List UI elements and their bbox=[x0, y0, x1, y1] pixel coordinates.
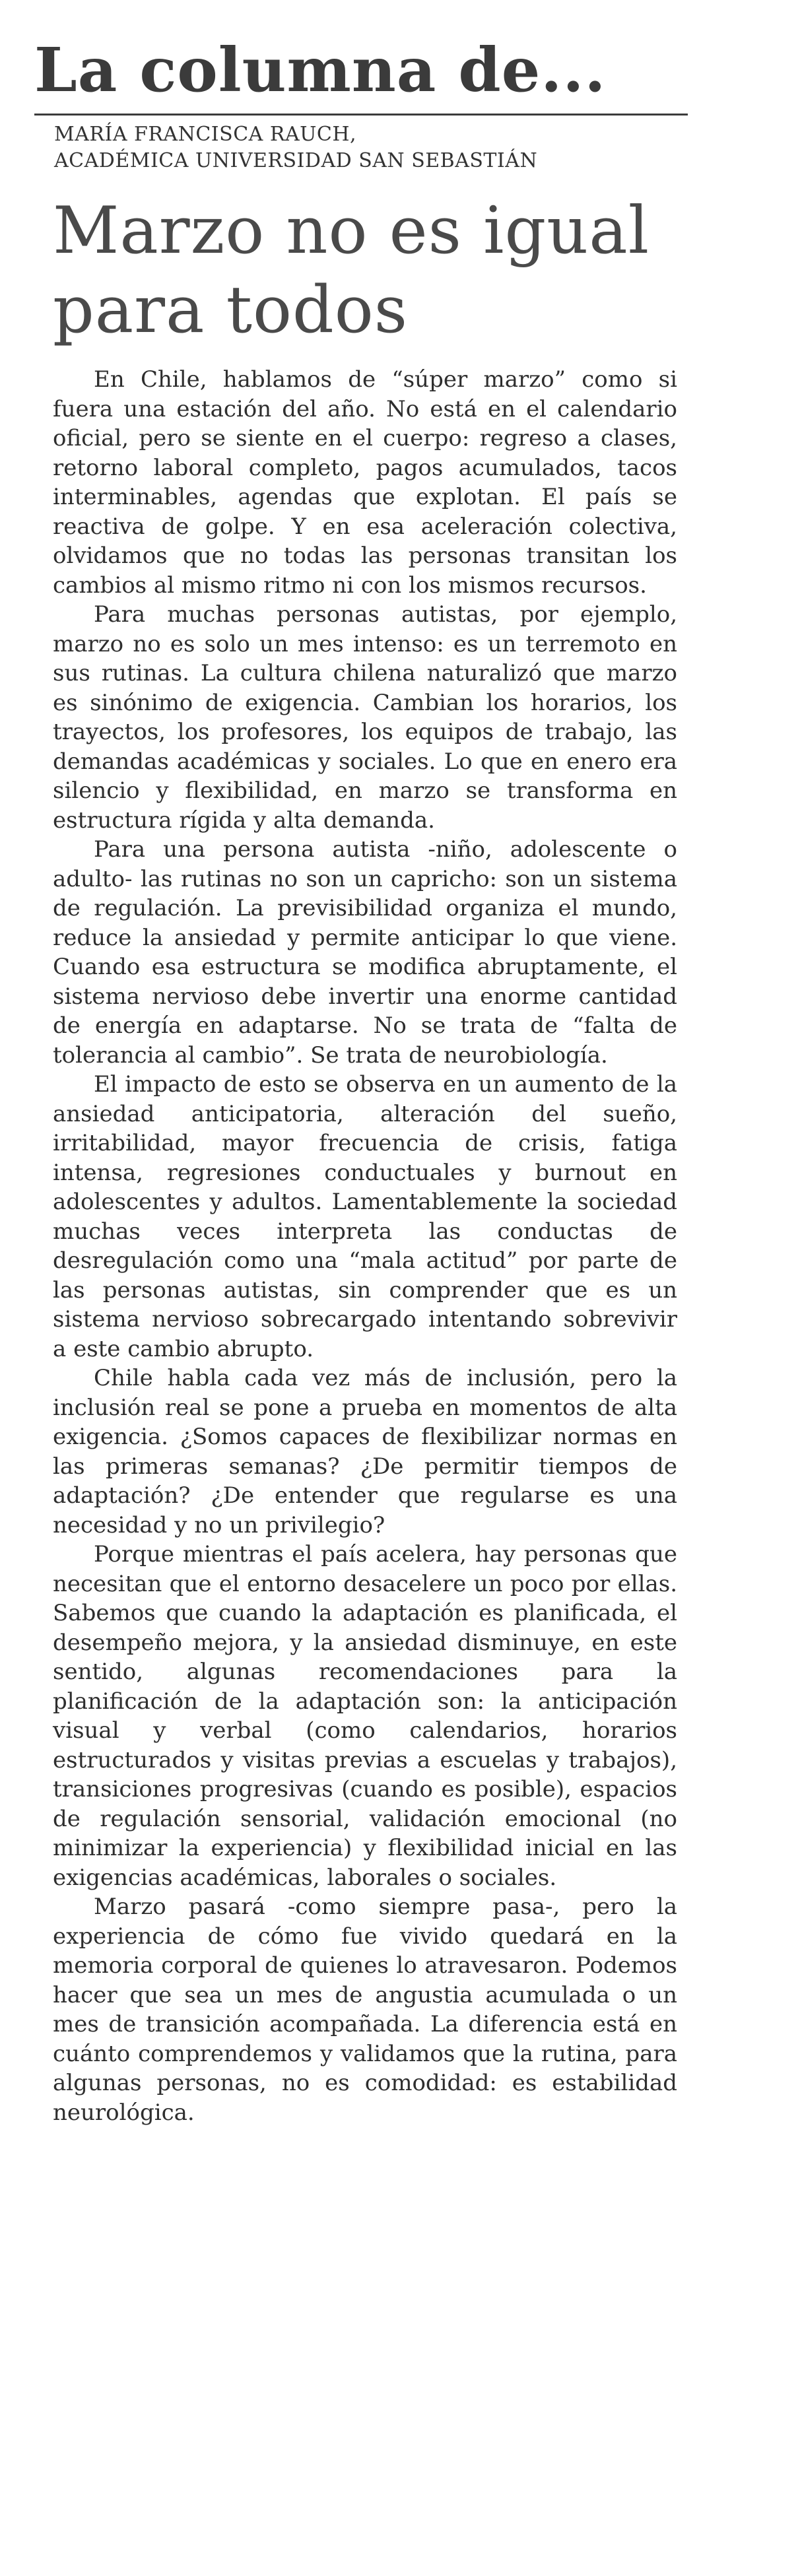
paragraph-1: En Chile, hablamos de “súper marzo” como si fuera una estación del año. No está en el calendario oficial, pero se siente en el cuerpo: regreso a clases, retorno laboral completo, pagos acumulados, tacos interminables, agendas que explotan. El país se reactiva de golpe. Y en esa aceleración colectiva, olvidamos que no todas las personas transitan los cambios al mismo ritmo ni con los mismos recursos. bbox=[53, 366, 677, 599]
paragraph-7: Marzo pasará -como siempre pasa-, pero la experiencia de cómo fue vivido quedará en la memoria corporal de quienes lo atravesaron. Podemos hacer que sea un mes de angustia acumulada o un mes de transición acompañada. La diferencia está en cuánto comprendemos y validamos que la rutina, para algunas personas, no es comodidad: es estabilidad neurológica. bbox=[53, 1894, 677, 2126]
author-affiliation: ACADÉMICA UNIVERSIDAD SAN SEBASTIÁN bbox=[54, 149, 538, 172]
byline bbox=[54, 121, 537, 174]
section-title: La columna de... bbox=[34, 34, 607, 106]
article-headline: Marzo no es igual para todos bbox=[53, 193, 650, 348]
paragraph-6: Porque mientras el país acelera, hay personas que necesitan que el entorno desacelere un poco por ellas. Sabemos que cuando la adaptación es planificada, el desempeño mejora, y la ansiedad disminuye, en este sentido, algunas recomendaciones para la planificación de la adaptación son: la anticipación visual y verbal (como calendarios, horarios estructurados y visitas previas a escuelas y trabajos), transiciones progresivas (cuando es posible), espacios de regulación sensorial, validación emocional (no minimizar la experiencia) y flexibilidad inicial en las exigencias académicas, laborales o sociales. bbox=[53, 1541, 677, 1891]
paragraph-4: El impacto de esto se observa en un aumento de la ansiedad anticipatoria, alteración del sueño, irritabilidad, mayor frecuencia de crisis, fatiga intensa, regresiones conductuales y burnout en adolescentes y adultos. Lamentablemente la sociedad muchas veces interpreta las conductas de desregulación como una “mala actitud” por parte de las personas autistas, sin comprender que es un sistema nervioso sobrecargado intentando sobrevivir a este cambio abrupto. bbox=[53, 1071, 677, 1362]
paragraph-5: Chile habla cada vez más de inclusión, pero la inclusión real se pone a prueba en momentos de alta exigencia. ¿Somos capaces de flexibilizar normas en las primeras semanas? ¿De permitir tiempos de adaptación? ¿De entender que regularse es una necesidad y no un privilegio? bbox=[53, 1365, 677, 1538]
article-body bbox=[53, 365, 677, 2127]
paragraph-2: Para muchas personas autistas, por ejemplo, marzo no es solo un mes intenso: es un terremoto en sus rutinas. La cultura chilena naturalizó que marzo es sinónimo de exigencia. Cambian los horarios, los trayectos, los profesores, los equipos de trabajo, las demandas académicas y sociales. Lo que en enero era silencio y flexibilidad, en marzo se transforma en estructura rígida y alta demanda. bbox=[53, 601, 677, 834]
paragraph-3: Para una persona autista -niño, adolescente o adulto- las rutinas no son un capricho: son un sistema de regulación. La previsibilidad organiza el mundo, reduce la ansiedad y permite anticipar lo que viene. Cuando esa estructura se modifica abruptamente, el sistema nervioso debe invertir una enorme cantidad de energía en adaptarse. No se trata de “falta de tolerancia al cambio”. Se trata de neurobiología. bbox=[53, 836, 677, 1069]
section-rule bbox=[34, 114, 688, 116]
author-name: MARÍA FRANCISCA RAUCH, bbox=[54, 123, 357, 146]
